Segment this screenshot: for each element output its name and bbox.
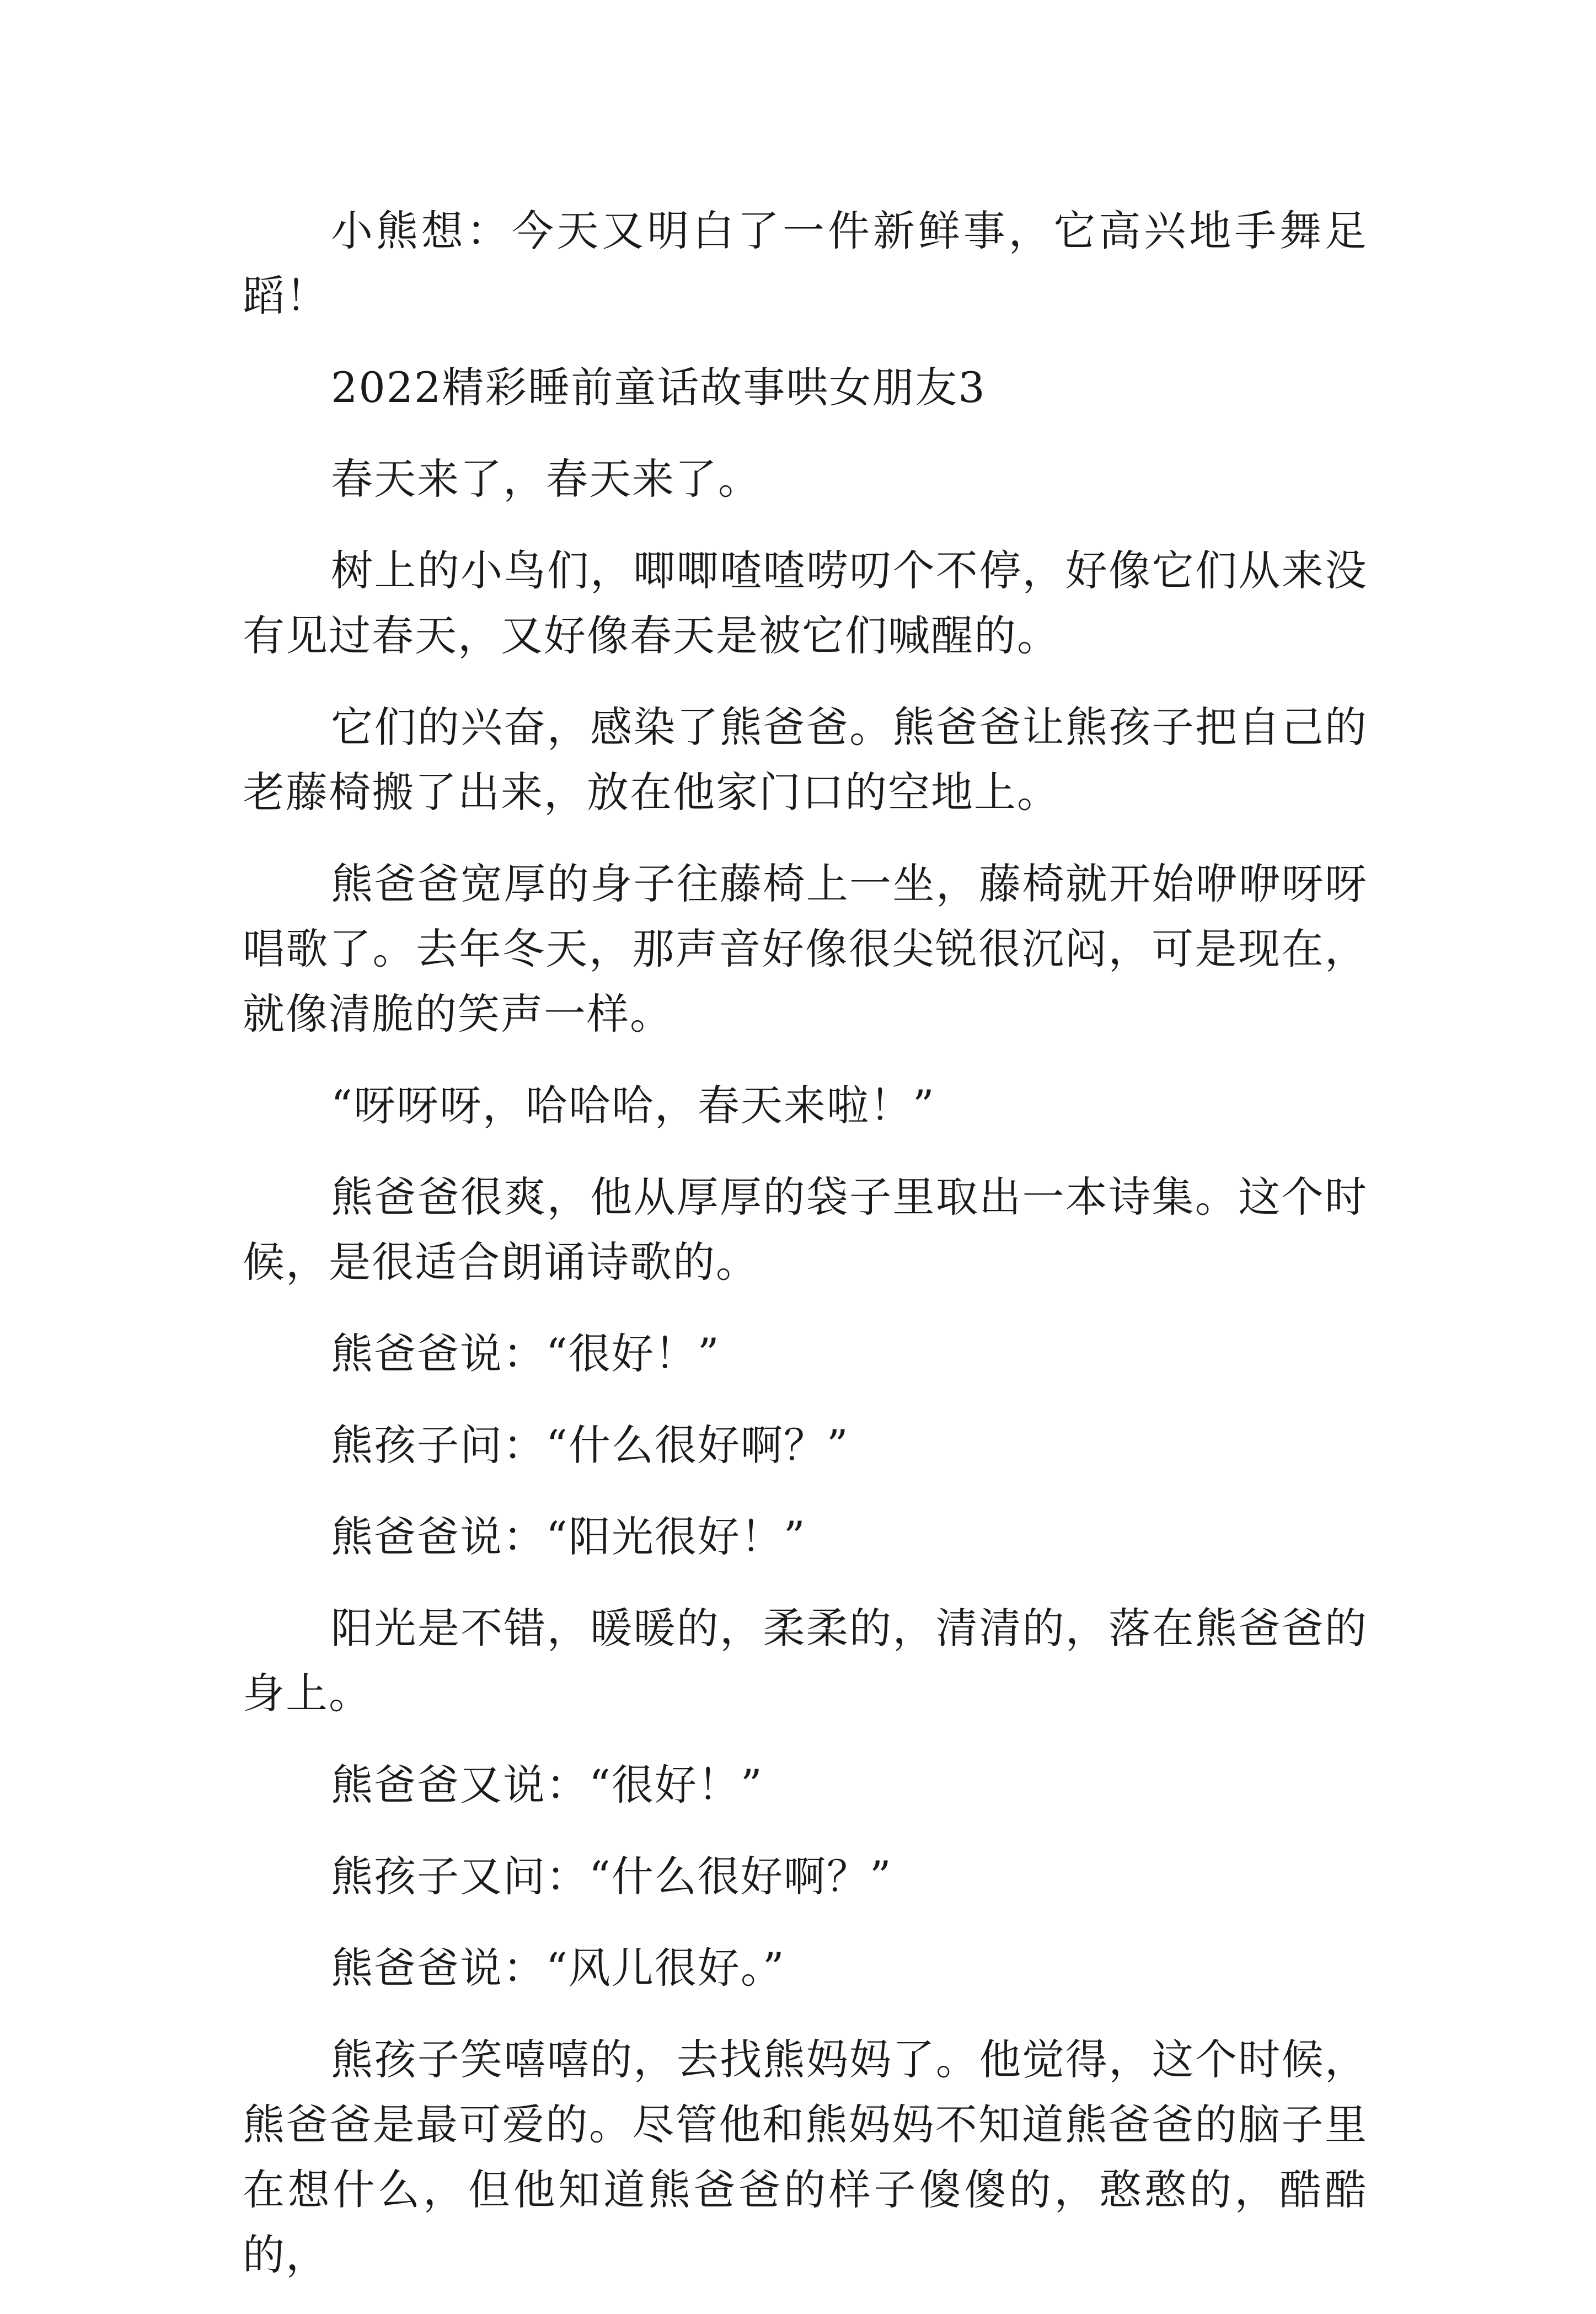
paragraph: 熊爸爸说：“阳光很好！” [331, 1512, 806, 1561]
paragraph: 熊孩子又问：“什么很好啊？” [331, 1852, 892, 1901]
paragraph: “呀呀呀，哈哈哈，春天来啦！” [331, 1081, 935, 1130]
paragraph: 熊孩子问：“什么很好啊？” [331, 1421, 849, 1470]
paragraph: 熊爸爸说：“很好！” [331, 1329, 720, 1378]
paragraph: 小熊想：今天又明白了一件新鲜事，它高兴地手舞足蹈！ [243, 206, 1368, 320]
paragraph: 熊爸爸又说：“很好！” [331, 1760, 763, 1809]
paragraph: 熊爸爸很爽，他从厚厚的袋子里取出一本诗集。这个时候，是很适合朗诵诗歌的。 [243, 1172, 1368, 1287]
story-heading: 2022精彩睡前童话故事哄女朋友3 [331, 363, 986, 412]
paragraph: 春天来了，春天来了。 [331, 454, 761, 503]
paragraph: 熊爸爸宽厚的身子往藤椅上一坐，藤椅就开始咿咿呀呀唱歌了。去年冬天，那声音好像很尖锐很沉闷，可是现在，就像清脆的笑声一样。 [243, 859, 1368, 1038]
document-body [243, 199, 1368, 2314]
paragraph: 阳光是不错，暖暖的，柔柔的，清清的，落在熊爸爸的身上。 [243, 1604, 1368, 1718]
paragraph: 树上的小鸟们，唧唧喳喳唠叨个不停，好像它们从来没有见过春天，又好像春天是被它们喊醒的。 [243, 546, 1368, 660]
paragraph: 熊爸爸说：“风儿很好。” [331, 1943, 785, 1992]
paragraph: 熊孩子笑嘻嘻的，去找熊妈妈了。他觉得，这个时候，熊爸爸是最可爱的。尽管他和熊妈妈不知道熊爸爸的脑子里在想什么，但他知道熊爸爸的样子傻傻的，憨憨的，酷酷的， [243, 2035, 1368, 2279]
paragraph: 它们的兴奋，感染了熊爸爸。熊爸爸让熊孩子把自己的老藤椅搬了出来，放在他家门口的空地上。 [243, 703, 1368, 817]
